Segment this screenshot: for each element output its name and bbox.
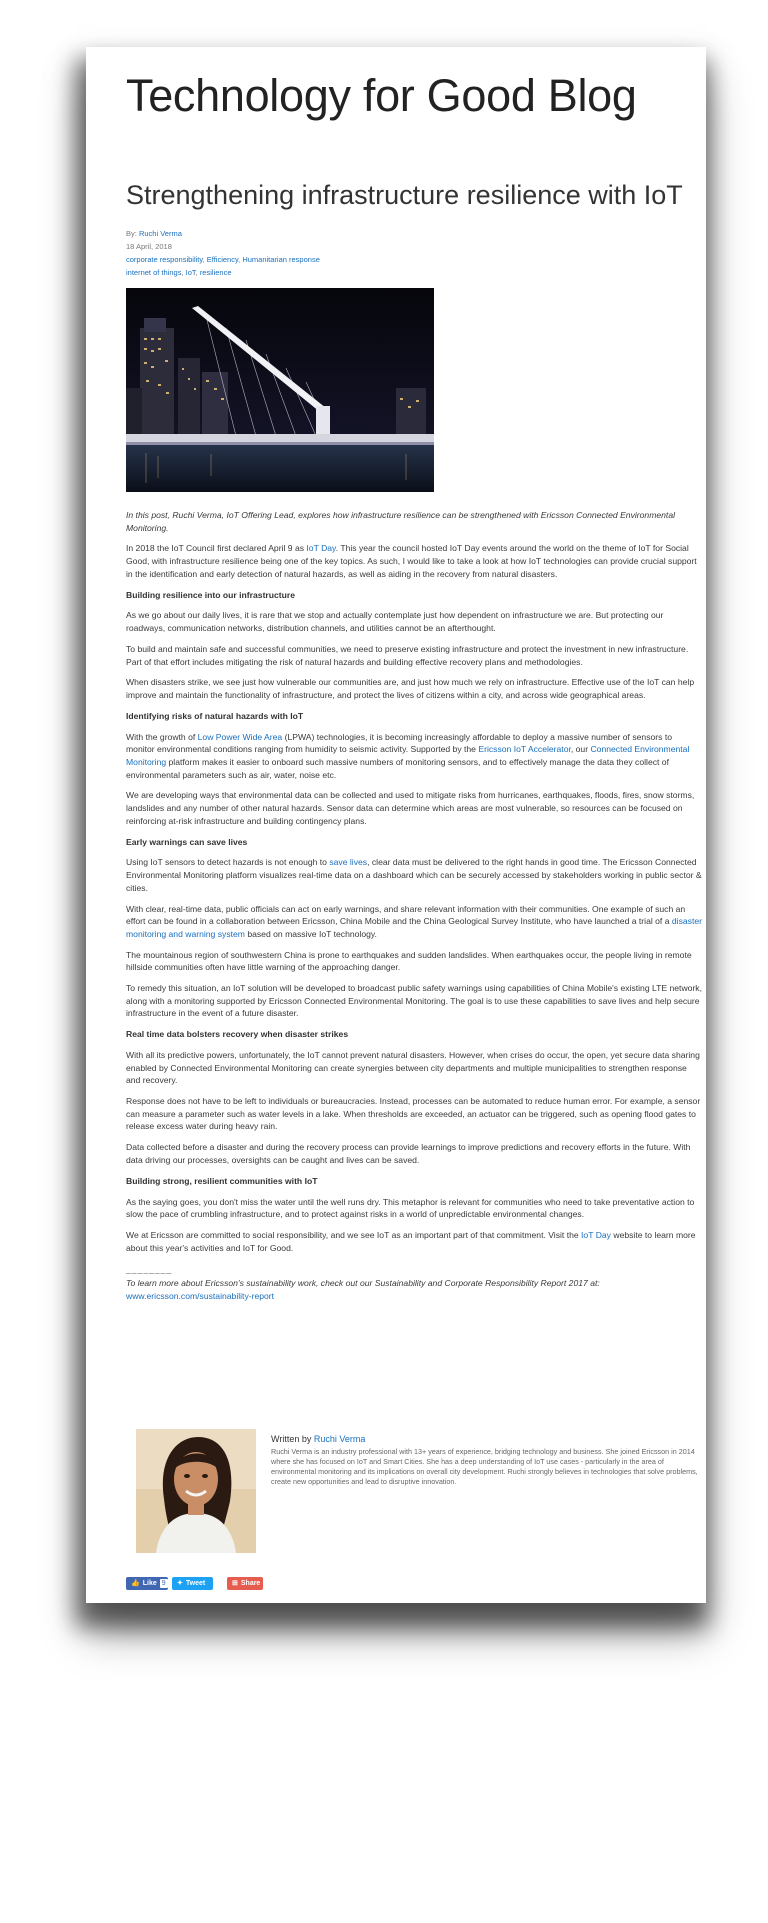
sustainability-report-link[interactable]: www.ericsson.com/sustainability-report	[126, 1290, 275, 1301]
paragraph: With all its predictive powers, unfortunately, the IoT cannot prevent natural disasters. However, when crises do occur, the open, yet secure data sharing enabled by Connected Environmental Monitoring can create synergies between city departments and multiple municipalities to strengthen response and recovery.	[126, 1050, 700, 1086]
iot-day-website-link[interactable]: IoT Day	[581, 1230, 611, 1241]
tag-link[interactable]: internet of things	[126, 268, 182, 277]
tag-link[interactable]: resilience	[199, 268, 232, 277]
iot-day-link[interactable]: IoT Day	[306, 543, 336, 554]
like-count: 9	[161, 1580, 166, 1587]
section-heading: Building strong, resilient communities with IoT	[126, 1175, 318, 1186]
separator: ________	[126, 1263, 173, 1274]
intro-paragraph: In this post, Ruchi Verma, IoT Offering Lead, explores how infrastructure resilience can be strengthened with Ericsson Connected Environmental Monitoring.	[126, 510, 676, 533]
disaster-monitoring-link[interactable]: disaster monitoring and warning system	[126, 916, 702, 939]
bridge-night-photo	[126, 288, 434, 492]
author-link[interactable]: Ruchi Verma	[138, 229, 182, 238]
author-name-link[interactable]: Ruchi Verma	[313, 1434, 366, 1444]
post-tags: internet of things, IoT, resilience	[126, 268, 232, 277]
paragraph: In 2018 the IoT Council first declared April 9 as IoT Day. This year the council hosted IoT Day events around the world on the theme of IoT for Social Good, with infrastructure resilience being one of the key topics. As such, I would like to take a look at how IoT technologies can provide crucial support in the identification and early detection of natural hazards, as well as aiding in the recovery from natural disasters.	[126, 543, 697, 579]
by-label: By:	[126, 229, 137, 238]
post-title: Strengthening infrastructure resilience with IoT	[126, 180, 683, 210]
outro-paragraph: To learn more about Ericsson's sustainability work, check out our Sustainability and Corporate Responsibility Report 2017 at: www.ericsson.com/sustainability-report	[126, 1278, 600, 1301]
save-lives-link[interactable]: save lives	[329, 857, 368, 868]
paragraph: Data collected before a disaster and during the recovery process can provide learnings to improve predictions and recovery efforts in the future. With data driving our processes, oversights can be caught and lives can be saved.	[126, 1142, 691, 1165]
share-plus-icon: ⊞	[232, 1580, 238, 1587]
paragraph: We at Ericsson are committed to social responsibility, and we see IoT as an important part of that commitment. Visit the IoT Day website to learn more about this year's activities and IoT for Good.	[126, 1230, 696, 1253]
blog-title: Technology for Good Blog	[126, 70, 637, 121]
paragraph: The mountainous region of southwestern China is prone to earthquakes and sudden landslides. When earthquakes occur, the people living in remote hillside communities often have little warning of the approaching danger.	[126, 949, 692, 973]
section-heading: Real time data bolsters recovery when disaster strikes	[126, 1029, 349, 1040]
blog-page	[86, 47, 706, 1603]
category-link[interactable]: Efficiency	[206, 255, 239, 264]
avatar	[136, 1429, 256, 1553]
share-button[interactable]: ⊞ Share	[227, 1577, 263, 1590]
tag-link[interactable]: IoT	[185, 268, 196, 277]
lpwa-link[interactable]: Low Power Wide Area	[197, 731, 283, 742]
section-heading: Building resilience into our infrastructure	[126, 589, 296, 600]
paragraph: To remedy this situation, an IoT solution will be developed to broadcast public safety warnings using capabilities of China Mobile's existing LTE network, along with a monitoring supported by Ericsson Connected Environmental Monitoring. The goal is to use these capabilities to save lives and help secure infrastructure in the event of a future disaster.	[126, 983, 702, 1019]
thumbs-up-icon: 👍	[131, 1580, 140, 1587]
category-link[interactable]: Humanitarian response	[242, 255, 320, 264]
facebook-like-button[interactable]: 👍 Like 9	[126, 1577, 168, 1590]
paragraph: With the growth of Low Power Wide Area (LPWA) technologies, it is becoming increasingly affordable to deploy a massive number of sensors to monitor environmental conditions ranging from humidity to seismic activity. Supported by the Ericsson IoT Accelerator, our Connected Environmental Monitoring platform makes it easier to onboard such massive numbers of monitoring sensors, and to effectively manage the data they collect of environmental parameters such as air, water, noise etc.	[126, 731, 690, 780]
author-bio-box	[271, 1434, 702, 1487]
author-photo	[136, 1429, 256, 1553]
paragraph: To build and maintain safe and successful communities, we need to preserve existing infrastructure and protect the investment in new infrastructure. Part of that effort includes mitigating the risk of natural hazards and building effective recovery plans and methodologies.	[126, 643, 689, 667]
bridge-illustration	[126, 288, 434, 492]
section-heading: Identifying risks of natural hazards with IoT	[126, 710, 304, 721]
post-byline	[126, 228, 182, 239]
connected-env-monitoring-link[interactable]: Connected Environmental Monitoring	[126, 744, 690, 767]
category-link[interactable]: corporate responsibility	[126, 255, 203, 264]
section-heading: Early warnings can save lives	[126, 836, 248, 847]
article-body	[126, 509, 702, 1311]
paragraph: When disasters strike, we see just how vulnerable our communities are, and just how much we rely on infrastructure. Effective use of the IoT can help improve and maintain the functionality of infrastructure, and protect the lives of citizens within a city, and across wide geographical areas.	[126, 677, 695, 701]
post-categories: corporate responsibility, Efficiency, Humanitarian response	[126, 255, 320, 264]
paragraph: With clear, real-time data, public officials can act on early warnings, and share relevant information with their communities. One example of such an effort can be found in a collaboration between Ericsson, China Mobile and the China Geological Survey Institute, who have launched a trial of a disaster monitoring and warning system based on massive IoT technology.	[126, 903, 702, 939]
paragraph: Using IoT sensors to detect hazards is not enough to save lives, clear data must be delivered to the right hands in good time. The Ericsson Connected Environmental Monitoring platform visualizes real-time data on a dashboard which can be securely accessed by stakeholders working in public sector & cities.	[126, 857, 702, 893]
iot-accelerator-link[interactable]: Ericsson IoT Accelerator	[478, 744, 571, 755]
paragraph: As the saying goes, you don't miss the water until the well runs dry. This metaphor is relevant for communities who need to take preventative action to slow the pace of crumbling infrastructure, and to protect against risks in a world of unpredictable environmental changes.	[126, 1196, 695, 1220]
paragraph: As we go about our daily lives, it is rare that we stop and actually contemplate just how dependent on infrastructure we are. But protecting our roadways, communication networks, distribution channels, and utilities cannot be an afterthought.	[126, 610, 664, 634]
post-date: 18 April, 2018	[126, 242, 172, 251]
tweet-button[interactable]: ✦ Tweet	[172, 1577, 213, 1590]
paragraph: We are developing ways that environmental data can be collected and used to mitigate risks from hurricanes, earthquakes, floods, fires, snow storms, landslides and any number of other natural hazards. Sensor data can determine which areas are most vulnerable, so resources can be focused on reinforcing at-risk infrastructure and building contingency plans.	[126, 790, 695, 826]
twitter-bird-icon: ✦	[177, 1580, 183, 1587]
paragraph: Response does not have to be left to individuals or bureaucracies. Instead, processes can be automated to reduce human error. For example, a sensor can measure a parameter such as water levels in a lake. When thresholds are exceeded, an actuator can be triggered, such as opening flood gates to release excess water during heavy rain.	[126, 1096, 701, 1132]
author-bio: Ruchi Verma is an industry professional with 13+ years of experience, bridging technology and business. She joined Ericsson in 2014 where she has focused on IoT and Smart Cities. She has a deep understanding of IoT use cases - particularly in the area of environmental monitoring and its implications on overall city development. Ruchi strongly believes in technologies that solve problems, create new opportunities and lead to disruptive innovation.	[271, 1447, 698, 1486]
written-by: Written by Ruchi Verma	[271, 1434, 366, 1444]
